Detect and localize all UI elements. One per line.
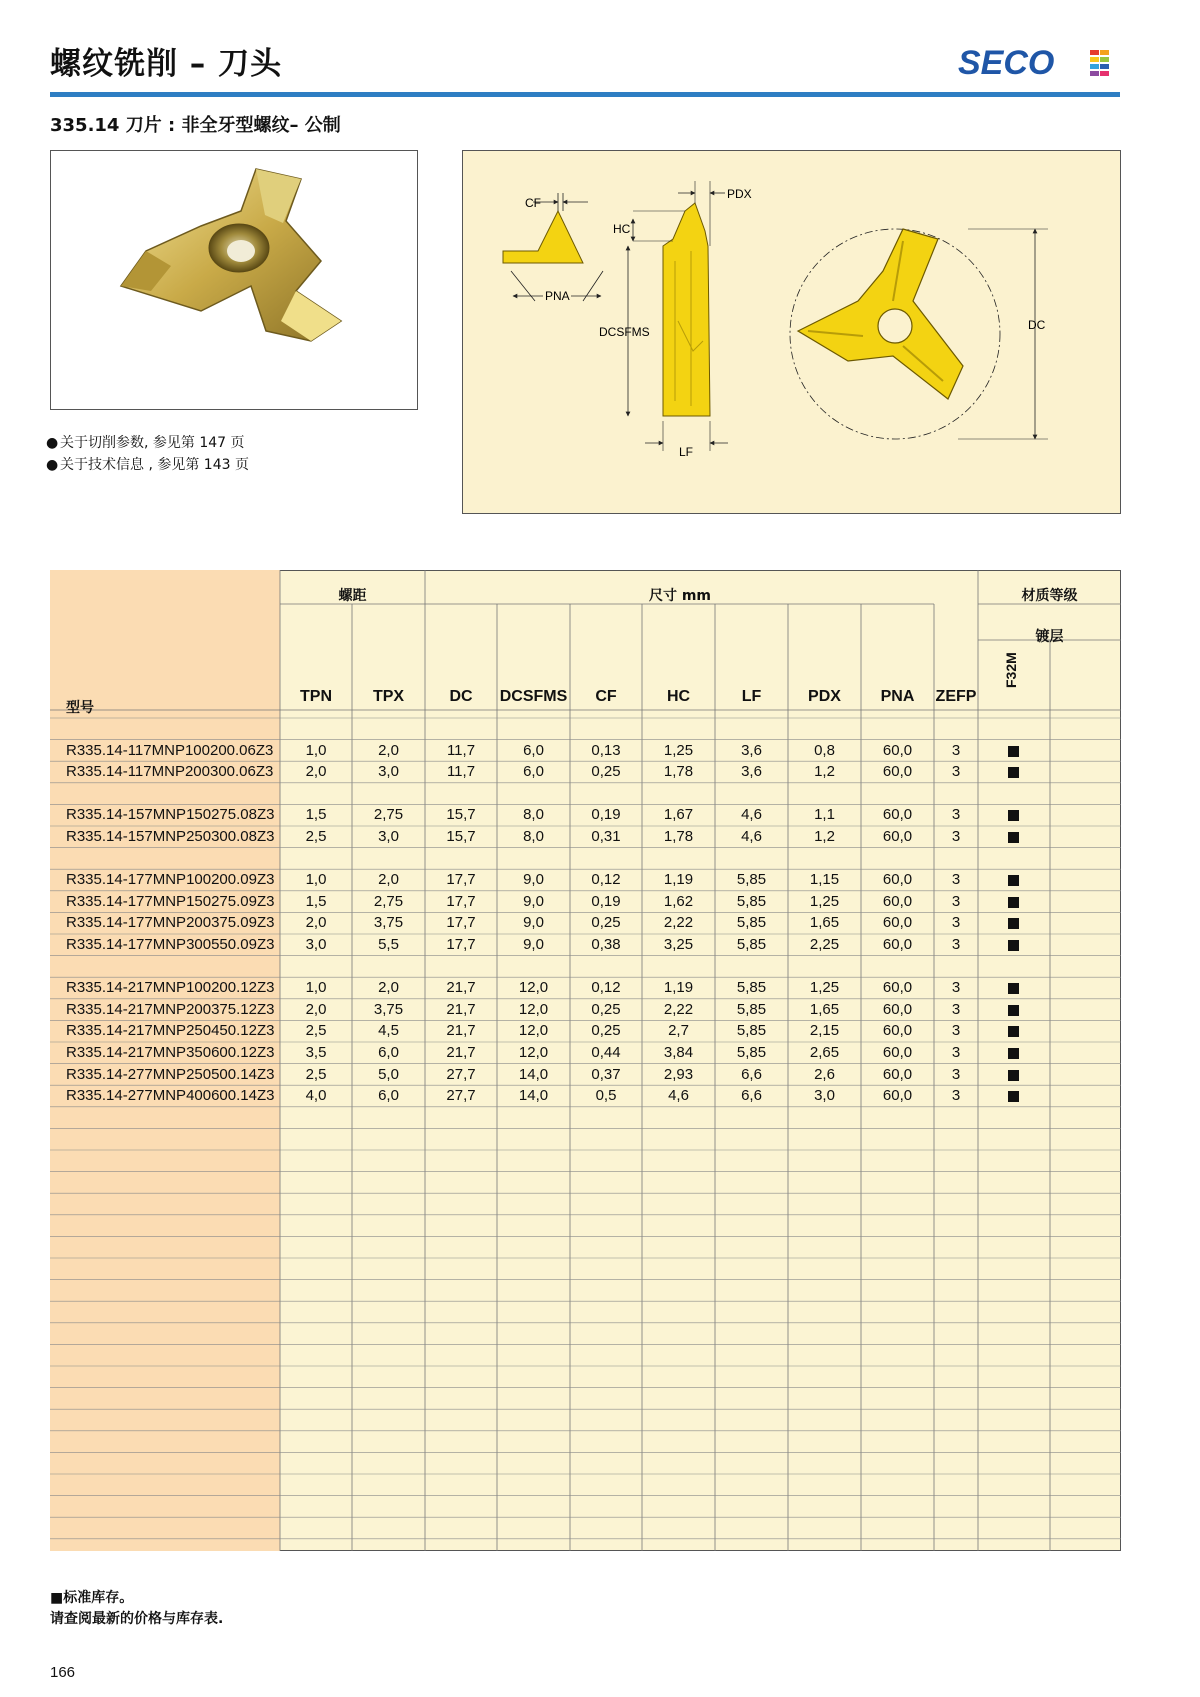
- cell-hc: 2,22: [663, 1000, 694, 1018]
- cell-hc: 2,22: [663, 914, 694, 932]
- stock-mark: [1008, 983, 1019, 994]
- cell-tpn: 2,0: [305, 1000, 327, 1018]
- cell-pna: 60,0: [882, 1087, 913, 1105]
- section-subtitle: 335.14 刀片 : 非全牙型螺纹– 公制: [50, 115, 341, 136]
- cell-tpn: 4,0: [305, 1087, 327, 1105]
- cell-hc: 1,19: [663, 979, 694, 997]
- cell-dcsfms: 9,0: [523, 914, 544, 932]
- cell-pdx: 1,65: [809, 1000, 840, 1018]
- cell-cf: 0,44: [591, 1044, 621, 1061]
- cell-tpx: 3,0: [378, 763, 399, 781]
- cell-lf: 5,85: [736, 871, 767, 889]
- cell-dcsfms: 9,0: [523, 871, 544, 889]
- cell-cf: 0,13: [591, 741, 621, 759]
- cell-tpx: 5,0: [378, 1065, 399, 1083]
- cell-dcsfms: 9,0: [523, 892, 544, 910]
- cell-dc: 21,7: [446, 1044, 476, 1061]
- stock-mark: [1008, 832, 1019, 843]
- label-lf: LF: [679, 445, 694, 459]
- model-code: R335.14-277MNP250500.14Z3: [66, 1065, 275, 1083]
- cell-tpn: 2,0: [305, 763, 327, 781]
- column-header-cf: CF: [595, 688, 617, 705]
- brand-color-squares: [1090, 50, 1110, 76]
- cell-dcsfms: 8,0: [523, 828, 544, 845]
- stock-mark: [1008, 1070, 1019, 1081]
- cell-pdx: 2,65: [809, 1044, 840, 1061]
- note-item: ● 关于技术信息 , 参见第 143 页: [46, 457, 249, 473]
- cell-lf: 6,6: [741, 1087, 762, 1105]
- cell-cf: 0,25: [591, 763, 621, 781]
- cell-dc: 27,7: [446, 1065, 476, 1083]
- cell-hc: 3,84: [663, 1044, 694, 1061]
- label-dcsfms: DCSFMS: [599, 325, 650, 339]
- cell-cf: 0,38: [591, 936, 621, 953]
- cell-tpx: 3,0: [378, 828, 399, 845]
- cell-lf: 5,85: [736, 979, 767, 997]
- cell-lf: 5,85: [736, 914, 767, 932]
- cell-tpx: 2,0: [378, 871, 399, 889]
- cell-tpx: 4,5: [378, 1022, 399, 1040]
- stock-mark: [1008, 1048, 1019, 1059]
- cell-tpx: 6,0: [378, 1044, 399, 1061]
- cell-zefp: 3: [951, 1022, 961, 1040]
- cell-dc: 21,7: [446, 1022, 476, 1040]
- stock-mark: [1008, 918, 1019, 929]
- cell-pdx: 2,6: [814, 1065, 835, 1083]
- cell-cf: 0,31: [591, 828, 621, 845]
- stock-mark: [1008, 1026, 1019, 1037]
- model-code: R335.14-277MNP400600.14Z3: [66, 1087, 275, 1105]
- column-header-lf: LF: [741, 688, 762, 705]
- stock-mark: [1008, 940, 1019, 951]
- cell-tpn: 1,0: [305, 871, 327, 889]
- cell-pna: 60,0: [882, 1000, 913, 1018]
- cell-tpn: 1,0: [305, 979, 327, 997]
- cell-tpn: 1,5: [305, 892, 327, 910]
- cell-dc: 17,7: [446, 892, 476, 910]
- column-header-dc: DC: [449, 688, 473, 705]
- label-pna: PNA: [545, 289, 570, 303]
- cell-hc: 2,7: [668, 1022, 689, 1040]
- cell-dc: 27,7: [446, 1087, 476, 1105]
- cell-tpx: 6,0: [378, 1087, 399, 1105]
- model-code: R335.14-177MNP150275.09Z3: [66, 892, 275, 910]
- cell-cf: 0,12: [591, 871, 621, 889]
- stock-mark: [1008, 897, 1019, 908]
- model-code: R335.14-217MNP200375.12Z3: [66, 1000, 275, 1018]
- cell-cf: 0,25: [591, 1022, 621, 1040]
- label-pdx: PDX: [727, 187, 752, 201]
- header-rule: [50, 92, 1120, 97]
- cell-tpn: 2,5: [305, 1065, 327, 1083]
- page-number: 166: [50, 1664, 76, 1681]
- model-code: R335.14-217MNP100200.12Z3: [66, 979, 275, 997]
- stock-mark: [1008, 810, 1019, 821]
- cell-dc: 11,7: [446, 741, 476, 759]
- cell-dcsfms: 9,0: [523, 936, 544, 953]
- cell-pdx: 1,2: [814, 828, 835, 845]
- cell-lf: 5,85: [736, 1000, 767, 1018]
- cell-zefp: 3: [951, 1065, 961, 1083]
- cell-pna: 60,0: [882, 828, 913, 845]
- cell-tpx: 5,5: [378, 936, 399, 953]
- model-header: 型号: [66, 700, 94, 716]
- cell-pdx: 1,1: [814, 806, 835, 824]
- cell-lf: 5,85: [736, 1022, 767, 1040]
- cell-zefp: 3: [951, 1087, 961, 1105]
- cell-hc: 3,25: [663, 936, 694, 953]
- cell-cf: 0,5: [595, 1087, 617, 1105]
- stock-mark: [1008, 875, 1019, 886]
- cell-cf: 0,19: [591, 806, 621, 824]
- cell-dcsfms: 6,0: [523, 741, 544, 759]
- stock-mark: [1008, 1091, 1019, 1102]
- cell-pna: 60,0: [882, 1022, 913, 1040]
- model-code: R335.14-157MNP150275.08Z3: [66, 806, 275, 824]
- model-code: R335.14-217MNP350600.12Z3: [66, 1044, 275, 1061]
- cell-dcsfms: 12,0: [518, 1044, 549, 1061]
- cell-dc: 11,7: [446, 763, 476, 781]
- cell-dcsfms: 12,0: [518, 1000, 549, 1018]
- cell-zefp: 3: [951, 892, 961, 910]
- cell-hc: 1,25: [663, 741, 694, 759]
- cell-tpn: 3,0: [305, 936, 327, 953]
- cell-zefp: 3: [951, 806, 961, 824]
- cell-pdx: 1,2: [814, 763, 835, 781]
- cell-pna: 60,0: [882, 979, 913, 997]
- cell-pdx: 1,65: [809, 914, 840, 932]
- cell-cf: 0,12: [591, 979, 621, 997]
- column-header-tpn: TPN: [300, 688, 332, 705]
- cell-tpx: 3,75: [373, 1000, 404, 1018]
- cell-pna: 60,0: [882, 914, 913, 932]
- cell-tpx: 2,0: [378, 741, 399, 759]
- cell-cf: 0,37: [591, 1065, 621, 1083]
- cell-zefp: 3: [951, 936, 961, 953]
- cell-tpx: 2,75: [373, 892, 404, 910]
- cell-cf: 0,19: [591, 892, 621, 910]
- cell-dc: 21,7: [446, 1000, 476, 1018]
- cell-tpn: 1,5: [305, 806, 327, 824]
- dimension-drawing: [463, 151, 1120, 513]
- cell-pdx: 1,25: [809, 892, 840, 910]
- cell-tpn: 2,0: [305, 914, 327, 932]
- stock-mark: [1008, 1005, 1019, 1016]
- cell-zefp: 3: [951, 1000, 961, 1018]
- cell-zefp: 3: [951, 914, 961, 932]
- cell-pna: 60,0: [882, 806, 913, 824]
- cell-hc: 1,19: [663, 871, 694, 889]
- model-code: R335.14-117MNP100200.06Z3: [66, 741, 274, 759]
- cell-hc: 4,6: [668, 1087, 689, 1105]
- cell-dc: 17,7: [446, 914, 476, 932]
- cell-hc: 1,62: [663, 892, 694, 910]
- cell-tpx: 2,75: [373, 806, 404, 824]
- cell-dcsfms: 12,0: [518, 1022, 549, 1040]
- label-hc: HC: [613, 222, 631, 236]
- insert-photo-illustration: [51, 151, 417, 409]
- product-photo: [50, 150, 418, 410]
- cell-pdx: 1,25: [809, 979, 840, 997]
- cell-zefp: 3: [951, 979, 961, 997]
- cell-pdx: 2,25: [809, 936, 840, 953]
- cell-tpn: 3,5: [305, 1044, 327, 1061]
- cell-hc: 1,67: [663, 806, 694, 824]
- notes-list: [46, 432, 249, 476]
- cell-lf: 5,85: [736, 892, 767, 910]
- column-header-dcsfms: DCSFMS: [499, 688, 568, 705]
- brand-logo: [958, 44, 1118, 84]
- label-cf: CF: [525, 196, 541, 210]
- cell-dcsfms: 6,0: [523, 763, 544, 781]
- cell-tpn: 2,5: [305, 1022, 327, 1040]
- cell-dcsfms: 12,0: [518, 979, 549, 997]
- coating-group-header: 镀层: [1035, 629, 1064, 645]
- cell-dcsfms: 14,0: [518, 1065, 549, 1083]
- dimension-diagram: [462, 150, 1121, 514]
- cell-pdx: 3,0: [814, 1087, 835, 1105]
- stock-legend: ■标准库存。: [50, 1590, 134, 1606]
- cell-cf: 0,25: [591, 1000, 621, 1018]
- footer-note: [50, 1588, 223, 1630]
- cell-dc: 17,7: [446, 936, 476, 953]
- cell-lf: 3,6: [741, 763, 762, 781]
- cell-pna: 60,0: [882, 741, 913, 759]
- cell-tpn: 1,0: [305, 741, 327, 759]
- cell-pna: 60,0: [882, 871, 913, 889]
- cell-tpx: 3,75: [373, 914, 404, 932]
- grade-name: F32M: [1003, 652, 1019, 688]
- price-note: 请查阅最新的价格与库存表.: [50, 1611, 224, 1627]
- cell-pna: 60,0: [882, 892, 913, 910]
- cell-lf: 5,85: [736, 1044, 767, 1061]
- cell-pna: 60,0: [882, 936, 913, 953]
- cell-pdx: 0,8: [814, 741, 835, 759]
- cell-hc: 2,93: [663, 1065, 694, 1083]
- cell-dc: 15,7: [446, 806, 476, 824]
- cell-pdx: 1,15: [809, 871, 840, 889]
- model-code: R335.14-157MNP250300.08Z3: [66, 828, 275, 845]
- column-header-pna: PNA: [880, 688, 915, 705]
- cell-zefp: 3: [951, 763, 961, 781]
- cell-pna: 60,0: [882, 1044, 913, 1061]
- cell-dcsfms: 14,0: [518, 1087, 549, 1105]
- column-header-pdx: PDX: [808, 688, 841, 705]
- cell-tpn: 2,5: [305, 828, 327, 845]
- cell-zefp: 3: [951, 828, 961, 845]
- cell-cf: 0,25: [591, 914, 621, 932]
- model-code: R335.14-177MNP100200.09Z3: [66, 871, 275, 889]
- grade-group-header: 材质等级: [1021, 588, 1078, 604]
- dims-group-header: 尺寸 mm: [648, 588, 712, 604]
- cell-zefp: 3: [951, 871, 961, 889]
- cell-lf: 5,85: [736, 936, 767, 953]
- note-item: ● 关于切削参数, 参见第 147 页: [46, 435, 245, 451]
- cell-pdx: 2,15: [809, 1022, 840, 1040]
- column-header-tpx: TPX: [372, 688, 405, 705]
- model-code: R335.14-217MNP250450.12Z3: [66, 1022, 275, 1040]
- cell-pna: 60,0: [882, 1065, 913, 1083]
- cell-dc: 17,7: [446, 871, 476, 889]
- model-code: R335.14-117MNP200300.06Z3: [66, 763, 274, 781]
- cell-hc: 1,78: [663, 828, 694, 845]
- label-dc: DC: [1028, 318, 1046, 332]
- cell-lf: 4,6: [741, 828, 762, 845]
- cell-pna: 60,0: [882, 763, 913, 781]
- cell-lf: 6,6: [741, 1065, 762, 1083]
- cell-hc: 1,78: [663, 763, 694, 781]
- column-header-zefp: ZEFP: [935, 688, 977, 705]
- column-header-hc: HC: [666, 688, 691, 705]
- model-code: R335.14-177MNP200375.09Z3: [66, 914, 275, 932]
- cell-zefp: 3: [951, 741, 961, 759]
- pitch-group-header: 螺距: [338, 588, 367, 604]
- cell-dcsfms: 8,0: [523, 806, 544, 824]
- cell-lf: 4,6: [741, 806, 762, 824]
- cell-zefp: 3: [951, 1044, 961, 1061]
- cell-tpx: 2,0: [378, 979, 399, 997]
- model-code: R335.14-177MNP300550.09Z3: [66, 936, 275, 953]
- cell-dc: 15,7: [446, 828, 476, 845]
- cell-dc: 21,7: [446, 979, 476, 997]
- cell-lf: 3,6: [741, 741, 762, 759]
- page-title: 螺纹铣削 – 刀头: [50, 46, 283, 82]
- brand-name: SECO: [958, 44, 1055, 82]
- stock-mark: [1008, 767, 1019, 778]
- stock-mark: [1008, 746, 1019, 757]
